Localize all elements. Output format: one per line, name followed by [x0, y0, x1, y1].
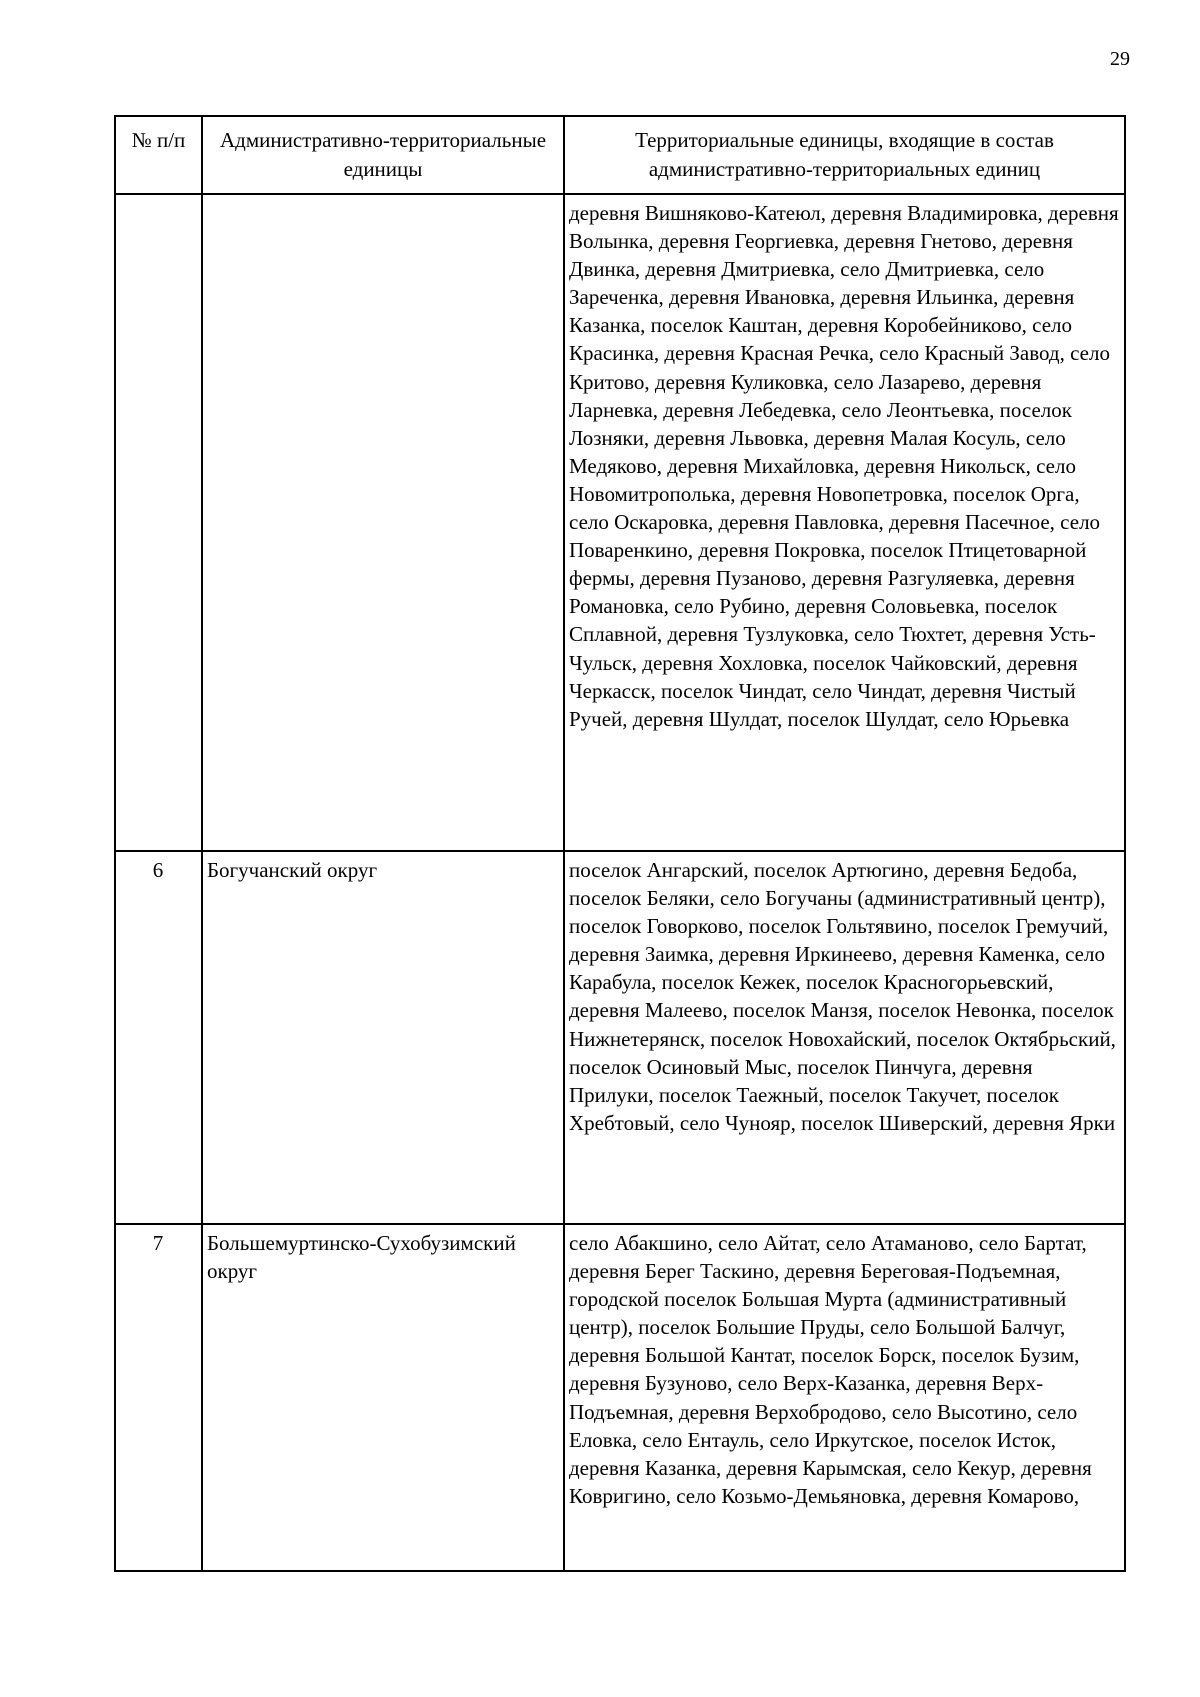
page-number: 29 [1110, 48, 1130, 70]
admin-units-table [114, 115, 1126, 1572]
row-num: 6 [115, 851, 202, 1224]
row-admin-unit-name [202, 194, 564, 851]
header-num: № п/п [115, 116, 202, 194]
row-territorial-units: поселок Ангарский, поселок Артюгино, деревня Бедоба, поселок Беляки, село Богучаны (административный центр), поселок Говорково, поселок Гольтявино, поселок Гремучий, деревня Заимка, деревня Иркинеево, деревня Каменка, село Карабула, поселок Кежек, поселок Красногорьевский, деревня Малеево, поселок Манзя, поселок Невонка, поселок Нижнетерянск, поселок Новохайский, поселок Октябрьский, поселок Осиновый Мыс, поселок Пинчуга, деревня Прилуки, поселок Таежный, поселок Такучет, поселок Хребтовый, село Чунояр, поселок Шиверский, деревня Ярки [564, 851, 1125, 1224]
row-num: 7 [115, 1224, 202, 1571]
row-num [115, 194, 202, 851]
table-row [115, 194, 1125, 851]
row-territorial-units: деревня Вишняково-Катеюл, деревня Владимировка, деревня Волынка, деревня Георгиевка, деревня Гнетово, деревня Двинка, деревня Дмитриевка, село Дмитриевка, село Зареченка, деревня Ивановка, деревня Ильинка, деревня Казанка, поселок Каштан, деревня Коробейниково, село Красинка, деревня Красная Речка, село Красный Завод, село Критово, деревня Куликовка, село Лазарево, деревня Ларневка, деревня Лебедевка, село Леонтьевка, поселок Лозняки, деревня Львовка, деревня Малая Косуль, село Медяково, деревня Михайловка, деревня Никольск, село Новомитрополька, деревня Новопетровка, поселок Орга, село Оскаровка, деревня Павловка, деревня Пасечное, село Поваренкино, деревня Покровка, поселок Птицетоварной фермы, деревня Пузаново, деревня Разгуляевка, деревня Романовка, село Рубино, деревня Соловьевка, поселок Сплавной, деревня Тузлуковка, село Тюхтет, деревня Усть-Чульск, деревня Хохловка, поселок Чайковский, деревня Черкасск, поселок Чиндат, село Чиндат, деревня Чистый Ручей, деревня Шулдат, поселок Шулдат, село Юрьевка [564, 194, 1125, 851]
row-territorial-units: село Абакшино, село Айтат, село Атаманово, село Бартат, деревня Берег Таскино, деревня Береговая-Подъемная, городской поселок Большая Мурта (административный центр), поселок Большие Пруды, село Большой Балчуг, деревня Большой Кантат, поселок Борск, поселок Бузим, деревня Бузуново, село Верх-Казанка, деревня Верх-Подъемная, деревня Верхобродово, село Высотино, село Еловка, село Ентауль, село Иркутское, поселок Исток, деревня Казанка, деревня Карымская, село Кекур, деревня Ковригино, село Козьмо-Демьяновка, деревня Комарово, [564, 1224, 1125, 1571]
table-header-row [115, 116, 1125, 194]
table-row [115, 851, 1125, 1224]
row-admin-unit-name: Большемуртинско-Сухобузимский округ [202, 1224, 564, 1571]
header-territorial-units: Территориальные единицы, входящие в состав административно-территориальных единиц [564, 116, 1125, 194]
row-admin-unit-name: Богучанский округ [202, 851, 564, 1224]
header-admin-units: Административно-территориальные единицы [202, 116, 564, 194]
table-row [115, 1224, 1125, 1571]
